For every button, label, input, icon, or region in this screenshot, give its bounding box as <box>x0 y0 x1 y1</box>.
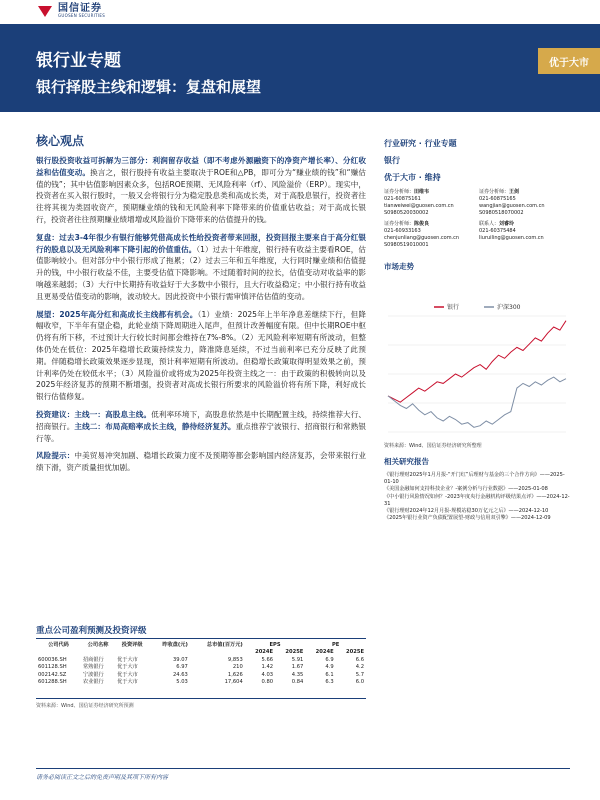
related-report-item[interactable]: 《银行理财2024年12月月报-规模站稳30万亿元之后》——2024-12-10 <box>384 508 549 515</box>
col-eps-2025: 2025E <box>285 649 304 656</box>
table-cell: 1.67 <box>291 664 304 671</box>
table-cell: 1,626 <box>227 671 243 678</box>
legend-label: 银行 <box>447 304 460 311</box>
report-title: 银行择股主线和逻辑：复盘和展望 <box>36 78 262 96</box>
col-eps-2024: 2024E <box>255 649 274 656</box>
table-header-row <box>36 642 366 649</box>
table-cell: 4.35 <box>291 671 304 678</box>
related-report-item[interactable]: 《美国金融如何支持科技企业？-案例分析与行业数据》——2025-01-08 <box>384 486 548 493</box>
col-pe-2024: 2024E <box>315 649 334 656</box>
industry-name: 银行 <box>384 156 400 165</box>
analyst-list <box>384 189 570 249</box>
table-cell: 002142.SZ <box>38 671 67 678</box>
table-cell: 5.7 <box>355 671 364 678</box>
table-cell: 招商银行 <box>82 656 104 663</box>
col-eps: EPS <box>269 642 281 648</box>
table-bottom-rule <box>36 698 366 699</box>
analyst-card: 证券分析师：田维韦 021-60875161 tianweiwei@guosen.com.cn S0980520030002 <box>384 189 454 216</box>
col-pe: PE <box>331 642 340 648</box>
table-cell: 0.80 <box>261 679 274 686</box>
core-paragraph-3: 展望：2025年高分红和高成长主线都有机会。（1）业绩：2025年上半年净息差继续下行，但降幅收窄，下半年有望企稳，此轮业绩下降周期进入尾声，但预计改善幅度有限。但中长期ROE中枢仍将有所下移，不过预计大行较长时间都会维持在7%-8%。（2）无风险利率短期有所波动，但整体仍处在低位：2025年稳增长政策持续发力，降准降息延续，不过当前利率已充分反映了此预期。伴随稳增长政策效果逐步显现，预计利率短期有所波动。但稳增长政策取得明显效果之前，预计利率仍处在较低水平；（3）风险溢价或将成为2025年投资主线之一：由于政策的积极转向以及2025年经济复苏的预期不断增强，投资者对高成长银行所要求的风险溢价将有所下降，利好成长银行估值修复。 <box>36 309 366 402</box>
earnings-table <box>36 642 366 686</box>
col-mktcap: 总市值(百万元) <box>206 642 243 648</box>
contact-card: 联系人：刘睿玲 021-60375484 liuruiling@guosen.com.cn <box>479 221 544 241</box>
table-cell: 6.97 <box>176 664 188 671</box>
analyst-card: 证券分析师：王剑 021-60875165 wangjian@guosen.com.cn S0980518070002 <box>479 189 545 216</box>
table-row <box>36 672 366 679</box>
table-cell: 1.42 <box>261 664 274 671</box>
col-close: 昨收盘(元) <box>162 642 188 648</box>
table-subheader-row <box>36 649 366 656</box>
table-cell: 210 <box>232 664 243 671</box>
table-cell: 6.6 <box>355 656 364 663</box>
related-report-item[interactable]: 《中小银行风险情况如何？-2023年度央行金融机构评级结果点评》——2024-12-31 <box>384 493 570 507</box>
market-trend-chart <box>384 300 570 440</box>
related-reports-title: 相关研究报告 <box>384 457 429 466</box>
table-source-note: 资料来源：Wind、国信证券经济研究所预测 <box>36 703 134 709</box>
col-name: 公司名称 <box>87 642 109 648</box>
table-cell: 24.63 <box>172 671 188 678</box>
market-trend-title: 市场走势 <box>384 262 414 271</box>
table-cell: 4.03 <box>261 671 274 678</box>
report-category: 行业研究 · 行业专题 <box>384 139 457 148</box>
earnings-table-title: 重点公司盈利预测及投资评级 <box>36 626 147 636</box>
market-trend-svg <box>384 300 570 440</box>
related-report-item[interactable]: 《2025年银行业资产负债配置展望-财政与信用双引擎》——2024-12-09 <box>384 515 551 522</box>
table-cell: 39.07 <box>172 656 188 663</box>
title-banner <box>0 24 600 112</box>
logo-en-text: GUOSEN SECURITIES <box>58 13 106 18</box>
table-cell: 6.9 <box>325 656 334 663</box>
company-logo <box>36 0 105 22</box>
rating-badge: 优于大市 <box>538 48 600 74</box>
table-cell: 宁波银行 <box>82 671 104 678</box>
table-cell: 常熟银行 <box>82 664 104 671</box>
footer-rule <box>36 768 570 769</box>
legend-label: 沪深300 <box>497 304 521 311</box>
related-report-item[interactable]: 《银行理财2025年1月月报-“开门红”后理财与基金的三个合作方向》——2025-01-10 <box>384 472 565 486</box>
table-cell: 优于大市 <box>117 656 138 663</box>
table-top-rule <box>36 638 366 639</box>
table-cell: 优于大市 <box>117 664 138 671</box>
table-cell: 4.2 <box>355 664 364 671</box>
col-rating: 投资评级 <box>121 642 143 648</box>
risk-warning-paragraph: 风险提示：中美贸易冲突加剧、稳增长政策力度不及预期等都会影响国内经济复苏，会带来银行业绩下滑，资产质量担忧加剧。 <box>36 451 367 473</box>
core-paragraph-2: 复盘：过去3-4年很少有银行能够凭借高成长性给投资者带来回报，投资回报主要来自于高分红银行的股息以及无风险利率下降引起的价值重估。（1）过去十年维度，银行持有收益主要看ROE，估值影响较小。但对部分中小银行形成了拖累；（2）过去三年和五年维度，大行同时赚业绩和估值提升的钱，中小银行收益不佳，主要受估值下降影响。不过随着时间的拉长，估值变动对收益率的影响越来越弱；（3）大行中长期持有收益好于大多数中小银行，且大行收益稳定；中小银行持有收益且更易受估值变动的影响，波动较大。因此投资中小银行需审慎评估估值的变动。 <box>36 232 366 301</box>
table-cell: 6.3 <box>325 679 334 686</box>
industry-rating: 优于大市 · 维持 <box>384 173 441 182</box>
core-paragraph-4: 投资建议：主线一：高股息主线。低利率环境下，高股息依然是中长期配置主线，持续推荐大行、招商银行。主线二：布局高赔率成长主线，静待经济复苏。重点推荐宁波银行、招商银行和常熟银行等。 <box>36 409 367 443</box>
logo-mark-icon <box>36 4 54 18</box>
table-cell: 0.84 <box>291 679 304 686</box>
table-cell: 5.91 <box>291 656 304 663</box>
table-cell: 601288.SH <box>38 679 67 686</box>
table-cell: 6.1 <box>325 671 334 678</box>
col-pe-2025: 2025E <box>346 649 364 656</box>
core-paragraph-1: 银行股投资收益可拆解为三部分：利润留存收益（即不考虑外源融资下的净资产增长率）、分红收益和估值变动。换言之，银行股持有收益主要取决于ROE和△PB，即可分为“赚业绩的钱”和“赚估值的钱”；其中估值影响因素众多，包括ROE预期、无风险利率（rf）、风险溢价（ERP）。现实中，投资者在买入银行股时，一般又会将银行分为稳定股息类和高成长类，对于高股息银行，投资者往往将其视为类固收资产，预期赚业绩的钱和无风险利率下降带来的价值重估收益；对于高成长银行，投资者往往预期赚业绩增增或风险溢价下降带来的估值提升的钱。 <box>36 156 367 224</box>
disclaimer-footer: 请务必阅读正文之后的免责声明及其项下所有内容 <box>36 774 169 781</box>
table-cell: 农业银行 <box>82 679 104 686</box>
table-cell: 601128.SH <box>38 664 67 671</box>
logo-cn-text: 国信证券 <box>58 3 102 14</box>
table-cell: 5.03 <box>176 679 188 686</box>
core-views-section <box>36 132 366 480</box>
chart-background <box>384 300 570 440</box>
table-cell: 4.9 <box>325 664 334 671</box>
chart-source-note: 资料来源：Wind、国信证券经济研究所整理 <box>384 443 482 449</box>
table-cell: 17,604 <box>224 679 243 686</box>
table-cell: 优于大市 <box>117 671 138 678</box>
table-cell: 6.0 <box>355 679 364 686</box>
sidebar <box>384 138 570 272</box>
table-cell: 优于大市 <box>117 679 138 686</box>
table-cell: 5.66 <box>261 656 274 663</box>
table-row <box>36 664 366 671</box>
table-cell: 600036.SH <box>38 656 67 663</box>
analyst-card: 证券分析师：陈俊良 021-60933163 chenjunliang@guosen.com.cn S0980519010001 <box>384 221 460 248</box>
report-series-title: 银行业专题 <box>36 51 121 71</box>
table-row <box>36 679 366 686</box>
table-cell: 9,853 <box>227 656 243 663</box>
core-views-title: 核心观点 <box>36 134 85 148</box>
related-reports-list <box>384 472 570 522</box>
col-code: 公司代码 <box>48 642 69 648</box>
